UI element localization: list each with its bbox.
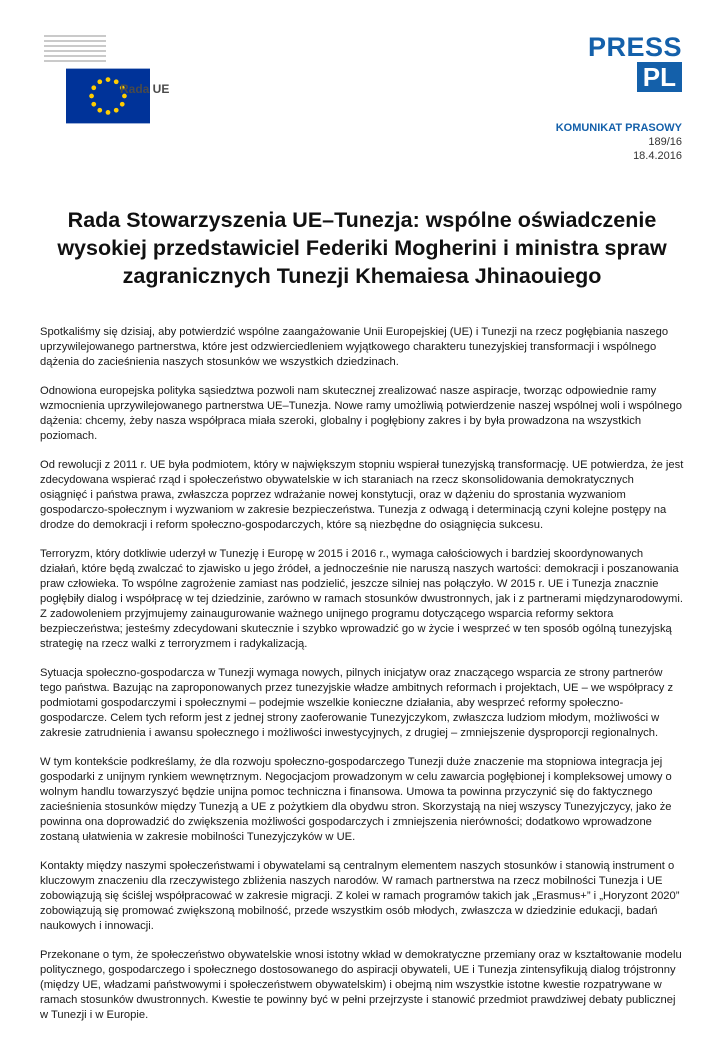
doc-kind: KOMUNIKAT PRASOWY [555, 122, 682, 134]
eu-flag-icon [66, 64, 150, 128]
paragraph-6: W tym kontekście podkreślamy, że dla rozwoju społeczno-gospodarczego Tunezji duże znaczenie ma stopniowa integracja jej gospodarki z unijnym rynkiem wewnętrznym. Negocjacjom prowadzonym w celu zawarcia pogłębionej i kompleksowej umowy o wolnym handlu towarzyszyć będzie unijna pomoc techniczna i finansowa. Umowa ta powinna przyczynić się do faktycznego zacieśnienia stosunków między Tunezją a UE z pożytkiem dla obydwu stron. Skorzystają na niej wszyscy Tunezyjczycy, jako że powinna ona doprowadzić do zwiększenia możliwości gospodarczych i zmniejszenia nierówności; dodatkowo wprowadzone zostaną ułatwienia w zakresie mobilności Tunezyjczyków w UE. [40, 756, 672, 843]
flag-star [89, 94, 94, 99]
paragraph-3: Od rewolucji z 2011 r. UE była podmiotem, który w największym stopniu wspierał tunezyjską transformację. UE potwierdza, że jest zdecydowana wspierać rząd i społeczeństwo obywatelskie w ich staraniach na rzecz skonsolidowania demokratycznych osiągnięć i państwa prawa, zwłaszcza poprzez wdrażanie nowej konstytucji, oraz w dążeniu do sprostania wyzwaniom gospodarczo-społecznym i wyzwaniom w zakresie bezpieczeństwa. Tunezja z odwagą i determinacją czyni kolejne postępy na drodze do demokracji i reform społeczno-gospodarczych, które są niezbędne do osiągnięcia sukcesu. [40, 459, 684, 531]
paragraph-1: Spotkaliśmy się dzisiaj, aby potwierdzić wspólne zaangażowanie Unii Europejskiej (UE) i Tunezji na rzecz pogłębiania naszego uprzywilejowanego partnerstwa, które jest odzwierciedleniem wyjątkowego charakteru tunezyjskiej transformacji i wspólnego dążenia do zacieśnienia naszych stosunków we wszystkich dziedzinach. [40, 326, 669, 368]
doc-number: 189/16 [648, 136, 682, 148]
flag-star [97, 108, 102, 113]
flag-star [91, 85, 96, 90]
doc-date: 18.4.2016 [633, 150, 682, 162]
flag-star [91, 102, 96, 107]
paragraph-2: Odnowiona europejska polityka sąsiedztwa pozwoli nam skutecznej zrealizować nasze aspiracje, tworząc odpowiednie ramy wzmocnienia uprzywilejowanego partnerstwa UE–Tunezja. Nowe ramy umożliwią potwierdzenie naszej wspólnej woli i wspólnego dążenia: chcemy, żeby nasza współpraca miała szeroki, globalny i pogłębiony zakres i by była prowadzona na wszystkich poziomach. [40, 385, 682, 442]
paragraph-7: Kontakty między naszymi społeczeństwami i obywatelami są centralnym elementem naszych stosunków i stanowią instrument o kluczowym znaczeniu dla rzeczywistego zbliżenia naszych narodów. W ramach partnerstwa na rzecz mobilności Tunezja i UE zobowiązują się ściślej współpracować w zakresie migracji. Z kolei w ramach programów takich jak „Erasmus+” i „Horyzont 2020” zobowiązują się promować zwiększoną mobilność, przede wszystkim osób młodych, zwłaszcza w dziedzinie edukacji, badań naukowych i innowacji. [40, 860, 680, 932]
body-text [40, 325, 684, 1037]
paragraph-5: Sytuacja społeczno-gospodarcza w Tunezji wymaga nowych, pilnych inicjatyw oraz znaczącego wsparcia ze strony partnerów tego państwa. Bazując na zaproponowanych przez tunezyjskie władze ambitnych reformach i projektach, UE – we współpracy z podmiotami gospodarczymi i społecznymi – podejmie wszelkie konieczne działania, aby wesprzeć reformy społeczno-gospodarcze. Celem tych reform jest z jednej strony zaoferowanie Tunezyjczykom, zwłaszcza ludziom młodym, możliwości w zakresie zatrudnienia i awansu społecznego i możliwości inwestycyjnych, z drugiej – zmniejszenie dysproporcji regionalnych. [40, 667, 674, 739]
flag-star [106, 110, 111, 115]
press-logo-line1: PRESS [587, 32, 682, 62]
flag-star [97, 79, 102, 84]
flag-star [114, 108, 119, 113]
eu-council-logo-icon [40, 34, 110, 64]
paragraph-8: Przekonane o tym, że społeczeństwo obywatelskie wnosi istotny wkład w demokratyczne przemiany oraz w kształtowanie modelu politycznego, gospodarczego i społecznego dostosowanego do aspiracji obywateli, UE i Tunezja zintensyfikują dialog trójstronny (między UE, władzami państwowymi i społeczeństwem obywatelskim) i obejmą nim wszystkie istotne kwestie rozpatrywane w ramach stosunków dwustronnych. Kwestie te powinny być w pełni przejrzyste i stanowić przedmiot prawdziwej debaty publicznej w Tunezji i w Europie. [40, 949, 682, 1021]
page-title: Rada Stowarzyszenia UE–Tunezja: wspólne oświadczenie wysokiej przedstawiciel Federiki Mogherini i ministra spraw zagranicznych Tunezji Khemaiesa Jhinaouiego [57, 208, 667, 288]
paragraph-4: Terroryzm, który dotkliwie uderzył w Tunezję i Europę w 2015 i 2016 r., wymaga całościowych i bardziej skoordynowanych działań, które będą zwalczać to zjawisko u jego źródeł, a jednocześnie nie naruszą naszych wartości: demokracji i poszanowania praw człowieka. To wspólne zagrożenie zamiast nas podzielić, jeszcze silniej nas połączyło. W 2015 r. UE i Tunezja znacznie pogłębiły dialog i współpracę w tej dziedzinie, zarówno w ramach stosunków dwustronnych, jak i z partnerami międzynarodowymi. Z zadowoleniem przyjmujemy zainaugurowanie ważnego unijnego programu dotyczącego wsparcia reformy sektora bezpieczeństwa; jesteśmy zdecydowani skutecznie i szybko wprowadzić go w życie i wesprzeć w ten sposób ogólną tunezyjską strategię na rzecz walki z terroryzmem i radykalizacją. [40, 548, 683, 650]
press-release-meta [556, 121, 682, 163]
press-logo [588, 34, 682, 92]
flag-star [106, 77, 111, 82]
org-name: Rada UE [120, 82, 170, 96]
flag-star [120, 102, 125, 107]
flag-star [114, 79, 119, 84]
press-logo-line2: PL [637, 62, 682, 92]
